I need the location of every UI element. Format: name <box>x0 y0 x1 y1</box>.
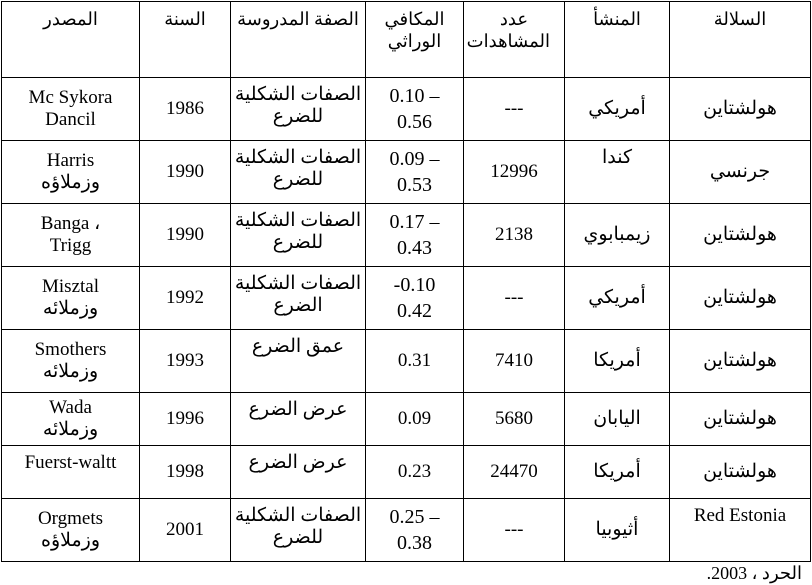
cell-source: Banga ، Trigg <box>2 204 140 267</box>
table-row <box>2 393 811 446</box>
cell-observations: 12996 <box>464 141 565 204</box>
cell-observations: 2138 <box>464 204 565 267</box>
cell-source: Orgmets وزملاؤه <box>2 499 140 562</box>
table-row <box>2 446 811 499</box>
cell-breed: هولشتاين <box>670 204 811 267</box>
cell-breed: هولشتاين <box>670 393 811 446</box>
cell-heritability: 0.25 – 0.38 <box>366 499 464 562</box>
cell-year: 1990 <box>140 141 231 204</box>
cell-origin: أمريكا <box>565 446 670 499</box>
cell-trait: الصفات الشكلية للضرع <box>231 141 366 204</box>
header-row <box>2 2 811 78</box>
cell-trait: الصفات الشكلية الضرع <box>231 267 366 330</box>
cell-source: Smothers وزملائه <box>2 330 140 393</box>
cell-trait: الصفات الشكلية للضرع <box>231 78 366 141</box>
cell-origin: أمريكا <box>565 330 670 393</box>
cell-year: 1986 <box>140 78 231 141</box>
cell-source: Harris وزملاؤه <box>2 141 140 204</box>
cell-breed: هولشتاين <box>670 78 811 141</box>
table-row <box>2 330 811 393</box>
cell-source: Wada وزملائه <box>2 393 140 446</box>
cell-observations: --- <box>464 267 565 330</box>
table-row <box>2 204 811 267</box>
header-observations: عدد المشاهدات <box>464 2 565 78</box>
cell-origin: أمريكي <box>565 267 670 330</box>
header-breed: السلالة <box>670 2 811 78</box>
cell-trait: عرض الضرع <box>231 446 366 499</box>
data-table <box>1 1 811 562</box>
header-origin: المنشأ <box>565 2 670 78</box>
cell-breed: هولشتاين <box>670 446 811 499</box>
cell-breed: جرنسي <box>670 141 811 204</box>
cell-year: 1992 <box>140 267 231 330</box>
cell-source: Mc Sykora Dancil <box>2 78 140 141</box>
cell-year: 2001 <box>140 499 231 562</box>
cell-source: Fuerst-waltt <box>2 446 140 499</box>
cell-year: 1993 <box>140 330 231 393</box>
cell-source: Misztal وزملائه <box>2 267 140 330</box>
cell-origin: كندا <box>565 141 670 204</box>
cell-observations: 7410 <box>464 330 565 393</box>
cell-heritability: 0.17 – 0.43 <box>366 204 464 267</box>
cell-heritability: -0.10 0.42 <box>366 267 464 330</box>
cell-heritability: 0.23 <box>366 446 464 499</box>
cell-year: 1996 <box>140 393 231 446</box>
cell-origin: أثيوبيا <box>565 499 670 562</box>
cell-trait: عمق الضرع <box>231 330 366 393</box>
cell-heritability: 0.09 – 0.53 <box>366 141 464 204</box>
cell-observations: --- <box>464 78 565 141</box>
cell-trait: الصفات الشكلية للضرع <box>231 204 366 267</box>
cell-breed: Red Estonia <box>670 499 811 562</box>
cell-trait: الصفات الشكلية للضرع <box>231 499 366 562</box>
cell-observations: 24470 <box>464 446 565 499</box>
table-row <box>2 78 811 141</box>
cell-year: 1990 <box>140 204 231 267</box>
cell-heritability: 0.31 <box>366 330 464 393</box>
header-year: السنة <box>140 2 231 78</box>
cell-year: 1998 <box>140 446 231 499</box>
cell-breed: هولشتاين <box>670 267 811 330</box>
table-row <box>2 267 811 330</box>
table-row <box>2 499 811 562</box>
cell-origin: اليابان <box>565 393 670 446</box>
table-row <box>2 141 811 204</box>
header-source: المصدر <box>2 2 140 78</box>
cell-observations: 5680 <box>464 393 565 446</box>
cell-breed: هولشتاين <box>670 330 811 393</box>
header-trait: الصفة المدروسة <box>231 2 366 78</box>
table-caption: الحرد ، 2003. <box>706 563 802 583</box>
cell-trait: عرض الضرع <box>231 393 366 446</box>
header-heritability: المكافي الوراثي <box>366 2 464 78</box>
cell-origin: أمريكي <box>565 78 670 141</box>
cell-observations: --- <box>464 499 565 562</box>
cell-heritability: 0.09 <box>366 393 464 446</box>
cell-heritability: 0.10 – 0.56 <box>366 78 464 141</box>
cell-origin: زيمبابوي <box>565 204 670 267</box>
